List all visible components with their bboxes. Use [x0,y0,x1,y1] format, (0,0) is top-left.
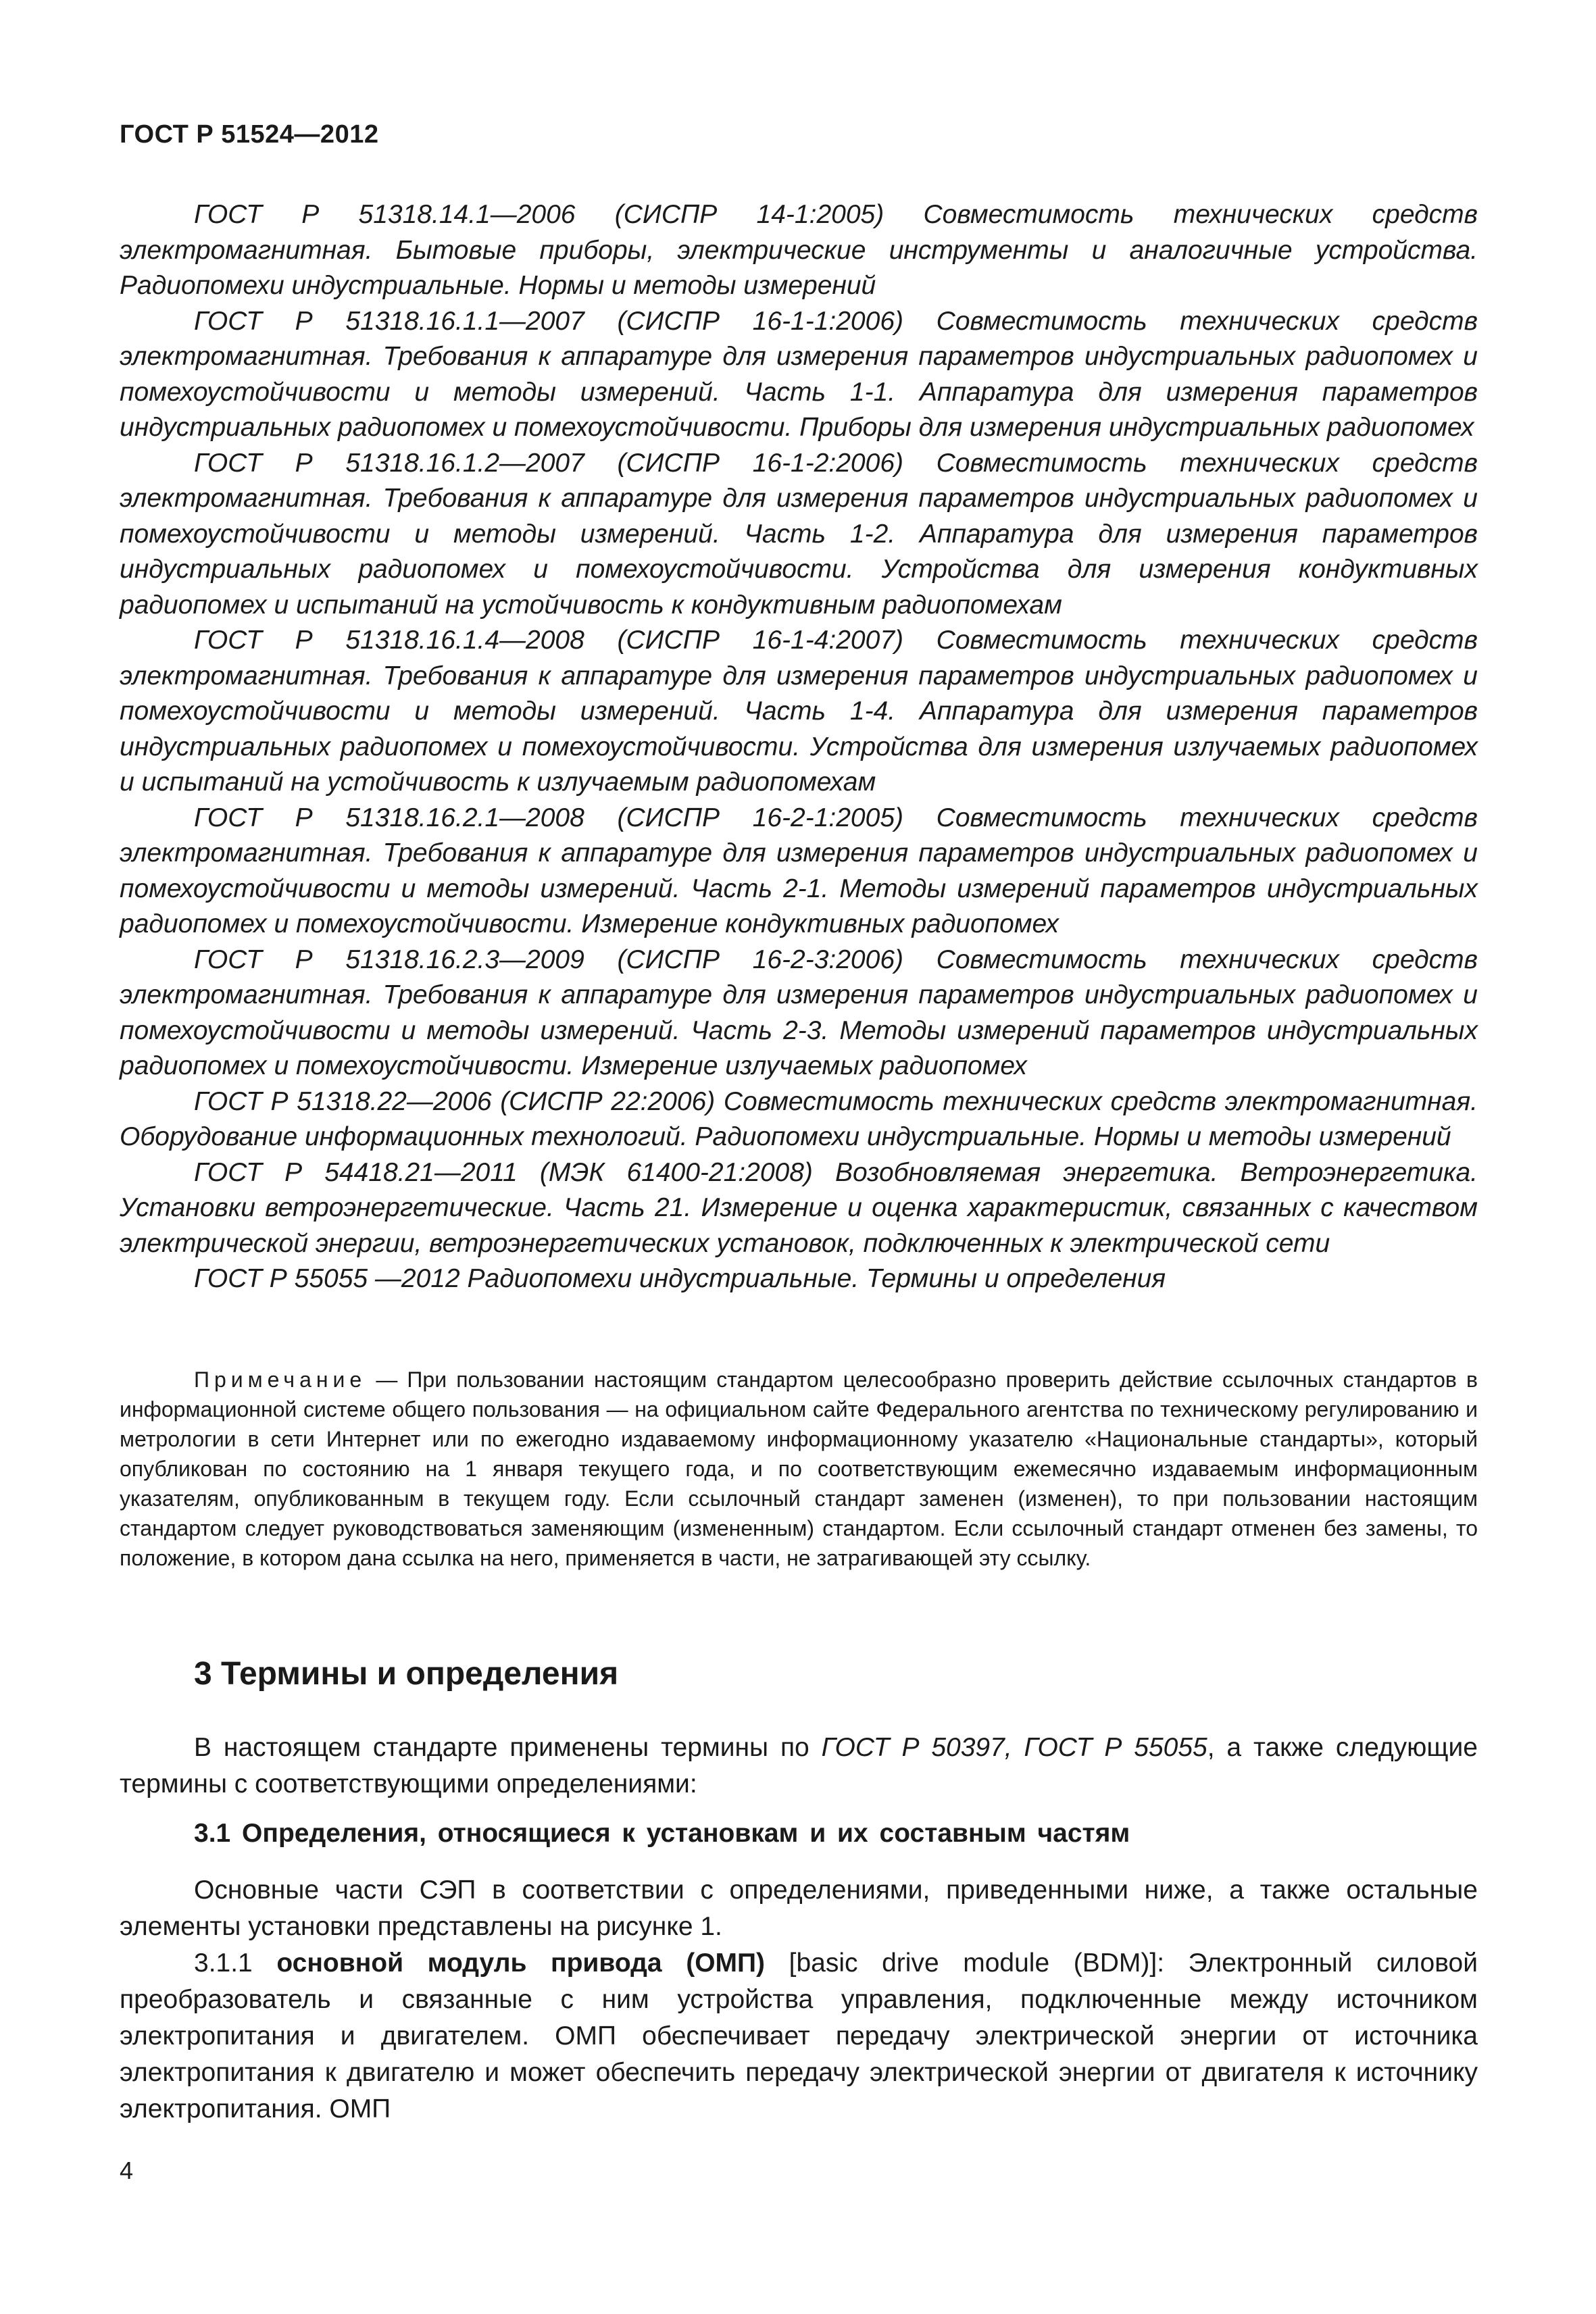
definitions-block [120,1872,1478,2128]
intro-paragraph [120,1730,1478,1803]
intro-refs: ГОСТ Р 50397, ГОСТ Р 55055 [821,1733,1207,1762]
definition-number: 3.1.1 [194,1948,253,1978]
note-text: — При пользовании настоящим стандартом целесообразно проверить действие ссылочных стандартов в информационной системе общего пользования — на официальном сайте Федерального агентства по техническому регулированию и метрологии в сети Интернет или по ежегодно издаваемому информационному указателю «Национальные стандарты», который опубликован по состоянию на 1 января текущего года, и по соответствующим ежемесячно издаваемым информационным указателям, опубликованным в текущем году. Если ссылочный стандарт заменен (изменен), то при пользовании настоящим стандартом следует руководствоваться заменяющим (измененным) стандартом. Если ссылочный стандарт отменен без замены, то положение, в котором дана ссылка на него, применяется в части, не затрагивающей эту ссылку. [120,1367,1478,1570]
definition-term-en: [basic drive module (BDM)]: [789,1948,1165,1978]
document-header: ГОСТ Р 51524—2012 [120,120,379,149]
page-number: 4 [120,2157,134,2184]
reference-item: ГОСТ Р 51318.16.1.4—2008 (СИСПР 16-1-4:2007) Совместимость технических средств электромагнитная. Требования к аппаратуре для измерения параметров индустриальных радиопомех и помехоустойчивости и методы измерений. Часть 1-4. Аппаратура для измерения параметров индустриальных радиопомех и помехоустойчивости. Устройства для измерения излучаемых радиопомех и испытаний на устойчивость к излучаемым радиопомехам [120,626,1478,797]
normative-references [120,197,1478,1297]
reference-item: ГОСТ Р 51318.16.1.1—2007 (СИСПР 16-1-1:2006) Совместимость технических средств электромагнитная. Требования к аппаратуре для измерения параметров индустриальных радиопомех и помехоустойчивости и методы измерений. Часть 1-1. Аппаратура для измерения параметров индустриальных радиопомех и помехоустойчивости. Приборы для измерения индустриальных радиопомех [120,306,1478,442]
reference-item: ГОСТ Р 51318.16.2.3—2009 (СИСПР 16-2-3:2006) Совместимость технических средств электромагнитная. Требования к аппаратуре для измерения параметров индустриальных радиопомех и помехоустойчивости и методы измерений. Часть 2-3. Методы измерений параметров индустриальных радиопомех и помехоустойчивости. Измерение излучаемых радиопомех [120,945,1478,1080]
note-block [120,1365,1478,1573]
reference-item: ГОСТ Р 55055 —2012 Радиопомехи индустриальные. Термины и определения [194,1264,1166,1293]
definition-item [120,1945,1478,2128]
reference-item: ГОСТ Р 51318.16.1.2—2007 (СИСПР 16-1-2:2006) Совместимость технических средств электромагнитная. Требования к аппаратуре для измерения параметров индустриальных радиопомех и помехоустойчивости и методы измерений. Часть 1-2. Аппаратура для измерения параметров индустриальных радиопомех и помехоустойчивости. Устройства для измерения кондуктивных радиопомех и испытаний на устойчивость к кондуктивным радиопомехам [120,448,1478,620]
intro-text-after: , а также следующие термины с соответствующими определениями: [120,1733,1478,1799]
note-paragraph [120,1365,1478,1573]
reference-item: ГОСТ Р 51318.22—2006 (СИСПР 22:2006) Совместимость технических средств электромагнитная. Оборудование информационных технологий. Радиопомехи индустриальные. Нормы и методы измерений [120,1086,1478,1151]
note-label: Примечание [194,1367,367,1392]
section-heading: 3 Термины и определения [194,1656,619,1692]
reference-item: ГОСТ Р 51318.16.2.1—2008 (СИСПР 16-2-1:2005) Совместимость технических средств электромагнитная. Требования к аппаратуре для измерения параметров индустриальных радиопомех и помехоустойчивости и методы измерений. Часть 2-1. Методы измерений параметров индустриальных радиопомех и помехоустойчивости. Измерение кондуктивных радиопомех [120,803,1478,938]
reference-item: ГОСТ Р 54418.21—2011 (МЭК 61400-21:2008) Возобновляемая энергетика. Ветроэнергетика. Установки ветроэнергетические. Часть 21. Измерение и оценка характеристик, связанных с качеством электрической энергии, ветроэнергетических установок, подключенных к электрической сети [120,1157,1478,1258]
reference-item: ГОСТ Р 51318.14.1—2006 (СИСПР 14-1:2005) Совместимость технических средств электромагнитная. Бытовые приборы, электрические инструменты и аналогичные устройства. Радиопомехи индустриальные. Нормы и методы измерений [120,200,1478,300]
section-intro [120,1730,1478,1803]
definition-term: основной модуль привода (ОМП) [276,1948,766,1978]
definitions-intro: Основные части СЭП в соответствии с определениями, приведенными ниже, а также остальные элементы установки представлены на рисунке 1. [120,1876,1478,1941]
definition-text: Электронный силовой преобразователь и связанные с ним устройства управления, подключенные между источником электропитания и двигателем. ОМП обеспечивает передачу электрической энергии от источника электропитания к двигателю и может обеспечить передачу электрической энергии от двигателя к источнику электропитания. ОМП [120,1948,1478,2123]
intro-text-before: В настоящем стандарте применены термины по [194,1733,822,1762]
subsection-heading: 3.1 Определения, относящиеся к установкам и их составным частям [194,1819,1130,1848]
